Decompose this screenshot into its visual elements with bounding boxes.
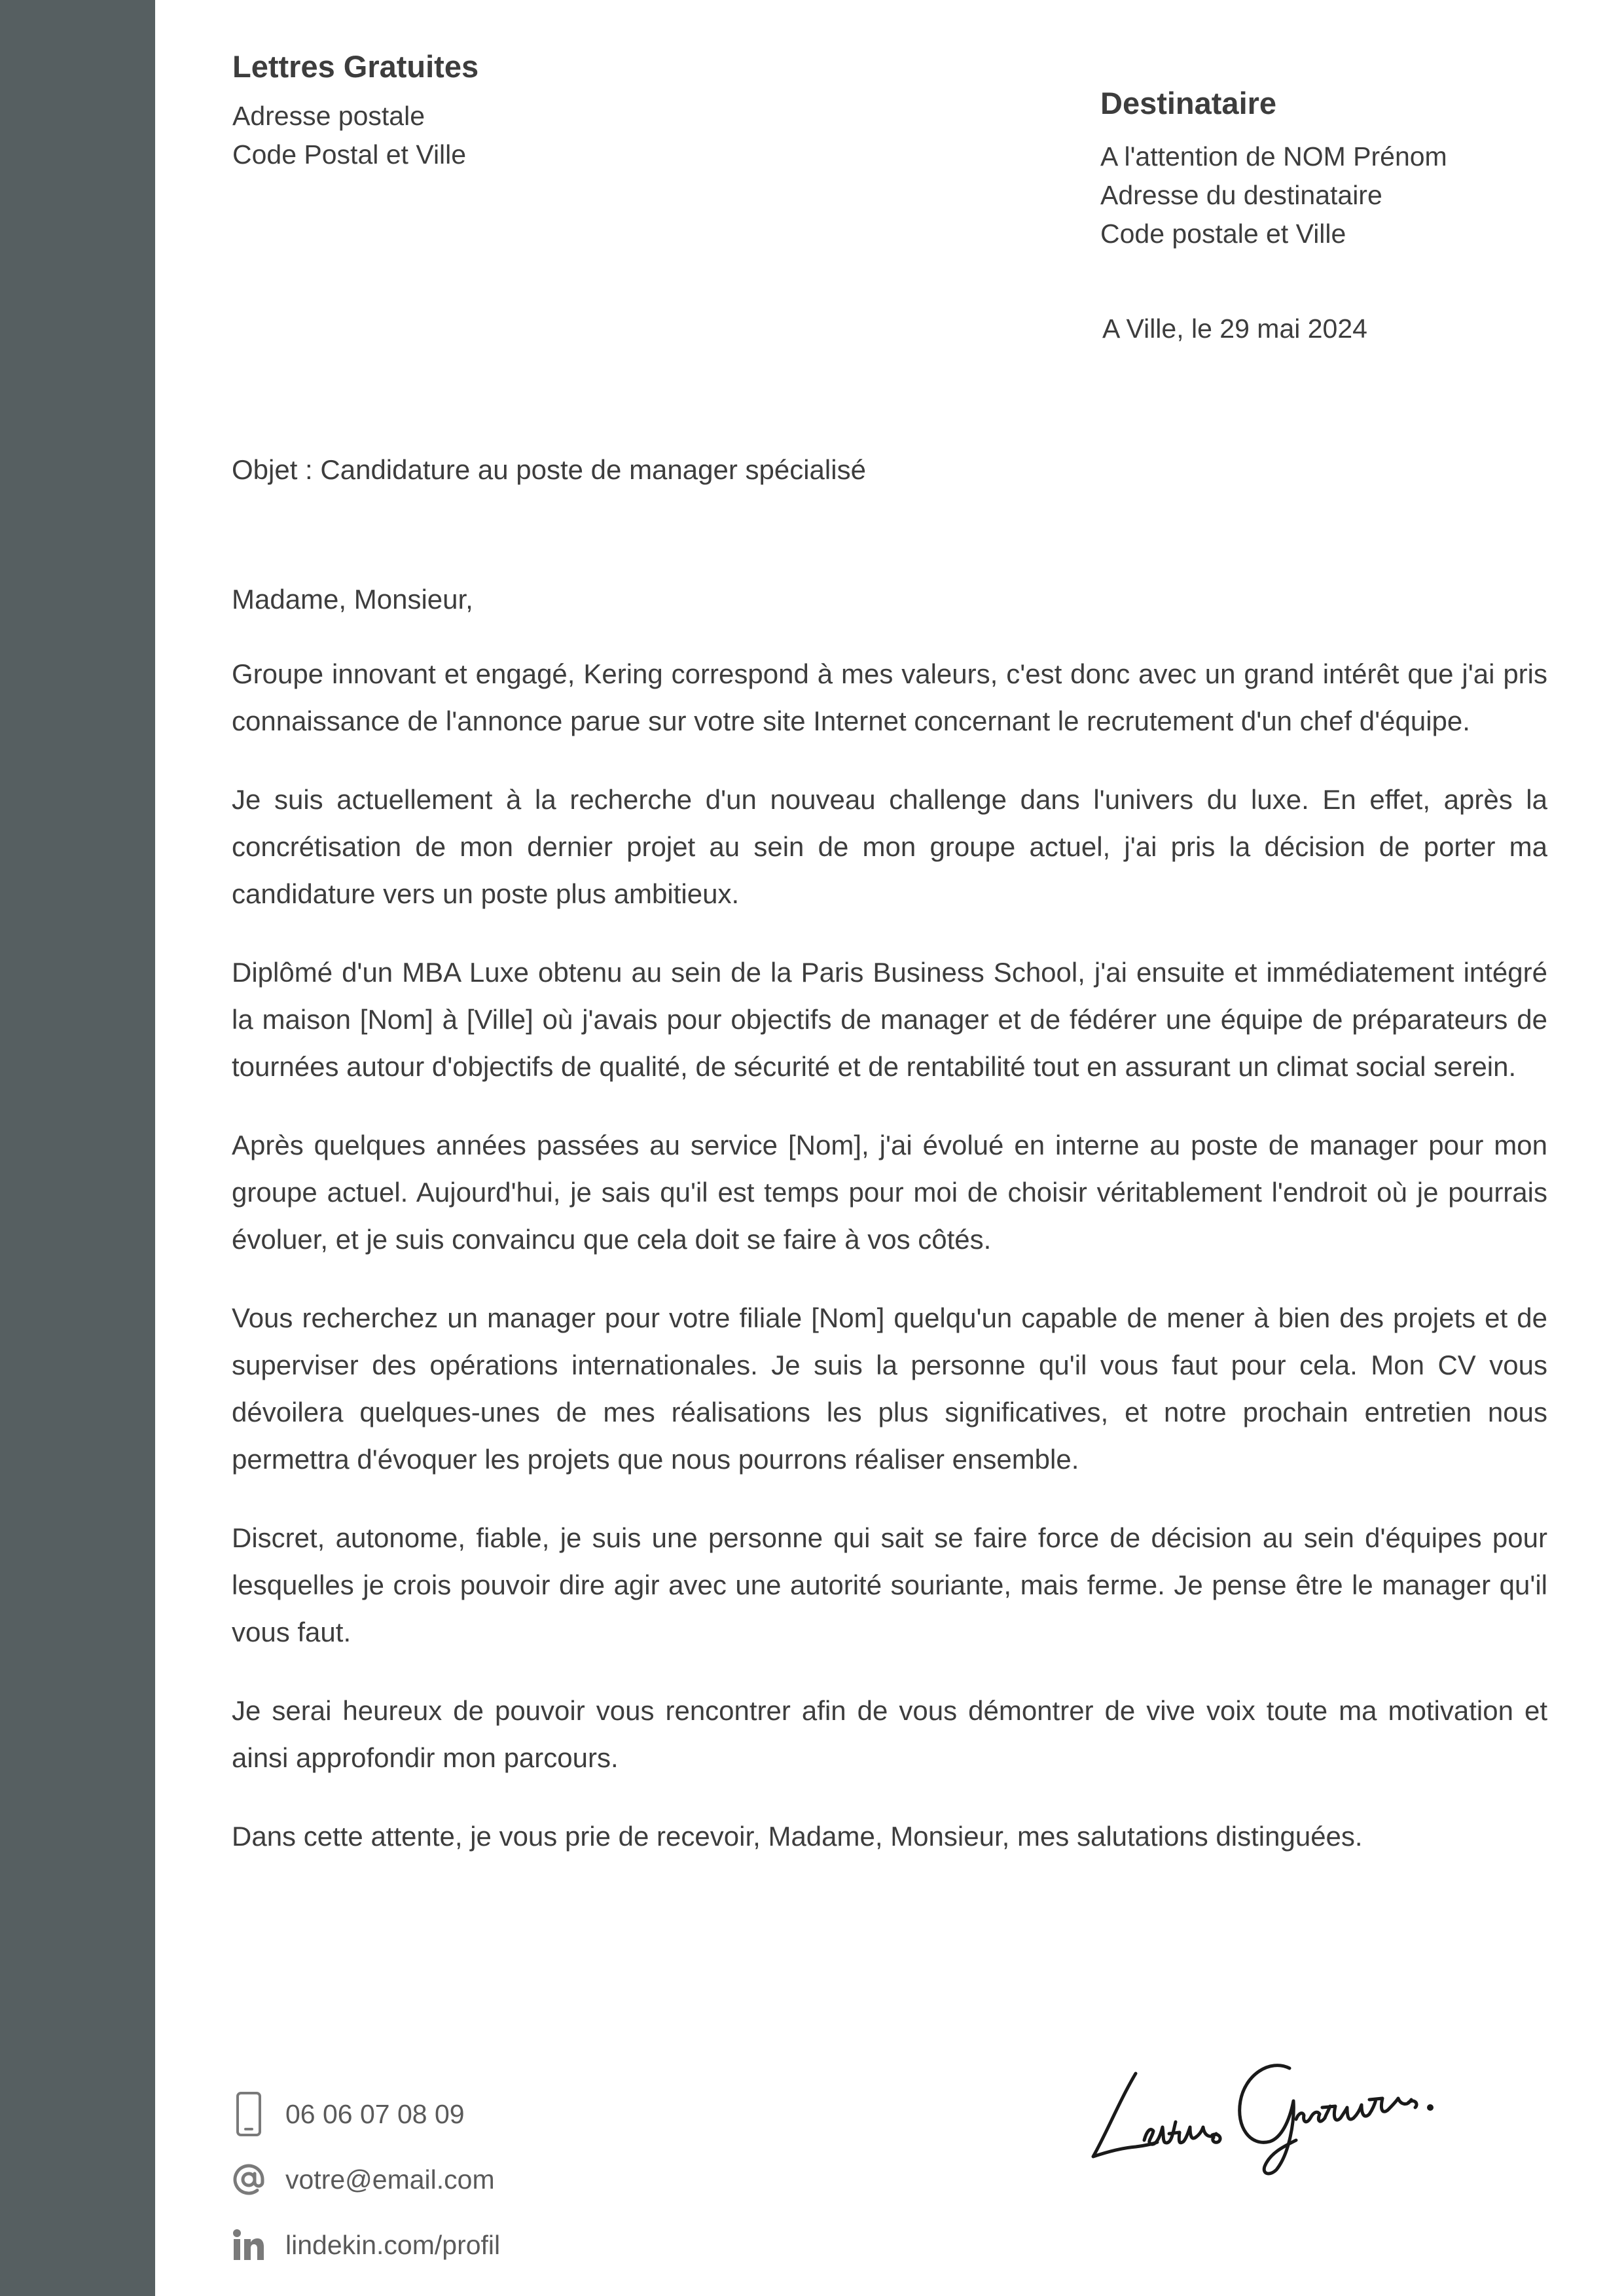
letter-body [232, 576, 1547, 1892]
contact-email[interactable]: votre@email.com [285, 2164, 495, 2195]
sender-block [232, 47, 887, 174]
paragraph-7: Je serai heureux de pouvoir vous rencontrer afin de vous démontrer de vive voix toute ma motivation et ainsi approfondir mon parcours. [232, 1695, 1547, 1773]
salutation: Madame, Monsieur, [232, 584, 473, 615]
paragraph-2: Je suis actuellement à la recherche d'un nouveau challenge dans l'univers du luxe. En effet, après la concrétisation de mon dernier projet au sein de mon groupe actuel, j'ai pris la décision de porter ma candidature vers un poste plus ambitieux. [232, 784, 1547, 909]
paragraph-3: Diplômé d'un MBA Luxe obtenu au sein de la Paris Business School, j'ai ensuite et immédiatement intégré la maison [Nom] à [Ville] où j'avais pour objectifs de manager et de fédérer une équipe de préparateurs de tournées autour d'objectifs de qualité, de sécurité et de rentabilité tout en assurant un climat social serein. [232, 957, 1547, 1082]
recipient-address: Adresse du destinataire [1100, 180, 1382, 210]
contact-phone-row [229, 2081, 818, 2147]
letter-subject: Objet : Candidature au poste de manager spécialisé [232, 454, 866, 485]
paragraph-closing: Dans cette attente, je vous prie de recevoir, Madame, Monsieur, mes salutations distinguées. [232, 1821, 1363, 1852]
contact-linkedin-row [229, 2212, 818, 2278]
paragraph-5: Vous recherchez un manager pour votre filiale [Nom] quelqu'un capable de mener à bien des projets et de superviser des opérations internationales. Je suis la personne qu'il vous faut pour cela. Mon CV vous dévoilera quelques-unes de mes réalisations les plus significatives, et notre prochain entretien nous permettra d'évoquer les projets que nous pourrons réaliser ensemble. [232, 1302, 1547, 1475]
contact-email-row [229, 2147, 818, 2212]
sender-address-line: Adresse postale [232, 101, 425, 131]
recipient-block [1100, 84, 1598, 253]
contact-block [229, 2081, 818, 2278]
contact-phone[interactable]: 06 06 07 08 09 [285, 2098, 465, 2129]
phone-icon [229, 2091, 268, 2137]
sidebar-band [0, 0, 155, 2296]
paragraph-6: Discret, autonome, fiable, je suis une personne qui sait se faire force de décision au sein d'équipes pour lesquelles je crois pouvoir dire agir avec une autorité souriante, mais ferme. Je pense être le manager qu'il vous faut. [232, 1522, 1547, 1647]
handwritten-signature [1074, 2022, 1466, 2179]
at-icon [229, 2157, 268, 2202]
paragraph-4: Après quelques années passées au service [Nom], j'ai évolué en interne au poste de manager pour mon groupe actuel. Aujourd'hui, je sais qu'il est temps pour moi de choisir véritablement l'endroit où je pourrais évoluer, et je suis convaincu que cela doit se faire à vos côtés. [232, 1130, 1547, 1255]
sender-postcode-city: Code Postal et Ville [232, 139, 467, 170]
recipient-attention: A l'attention de NOM Prénom [1100, 141, 1447, 171]
recipient-postcode-city: Code postale et Ville [1100, 219, 1346, 249]
recipient-title: Destinataire [1100, 86, 1277, 120]
paragraph-1: Groupe innovant et engagé, Kering correspond à mes valeurs, c'est donc avec un grand intérêt que j'ai pris connaissance de l'annonce parue sur votre site Internet concernant le recrutement d'un chef d'équipe. [232, 658, 1547, 736]
sender-name: Lettres Gratuites [232, 49, 479, 84]
linkedin-icon [229, 2222, 268, 2268]
contact-linkedin[interactable]: lindekin.com/profil [285, 2229, 501, 2260]
letter-date: A Ville, le 29 mai 2024 [1102, 314, 1367, 344]
